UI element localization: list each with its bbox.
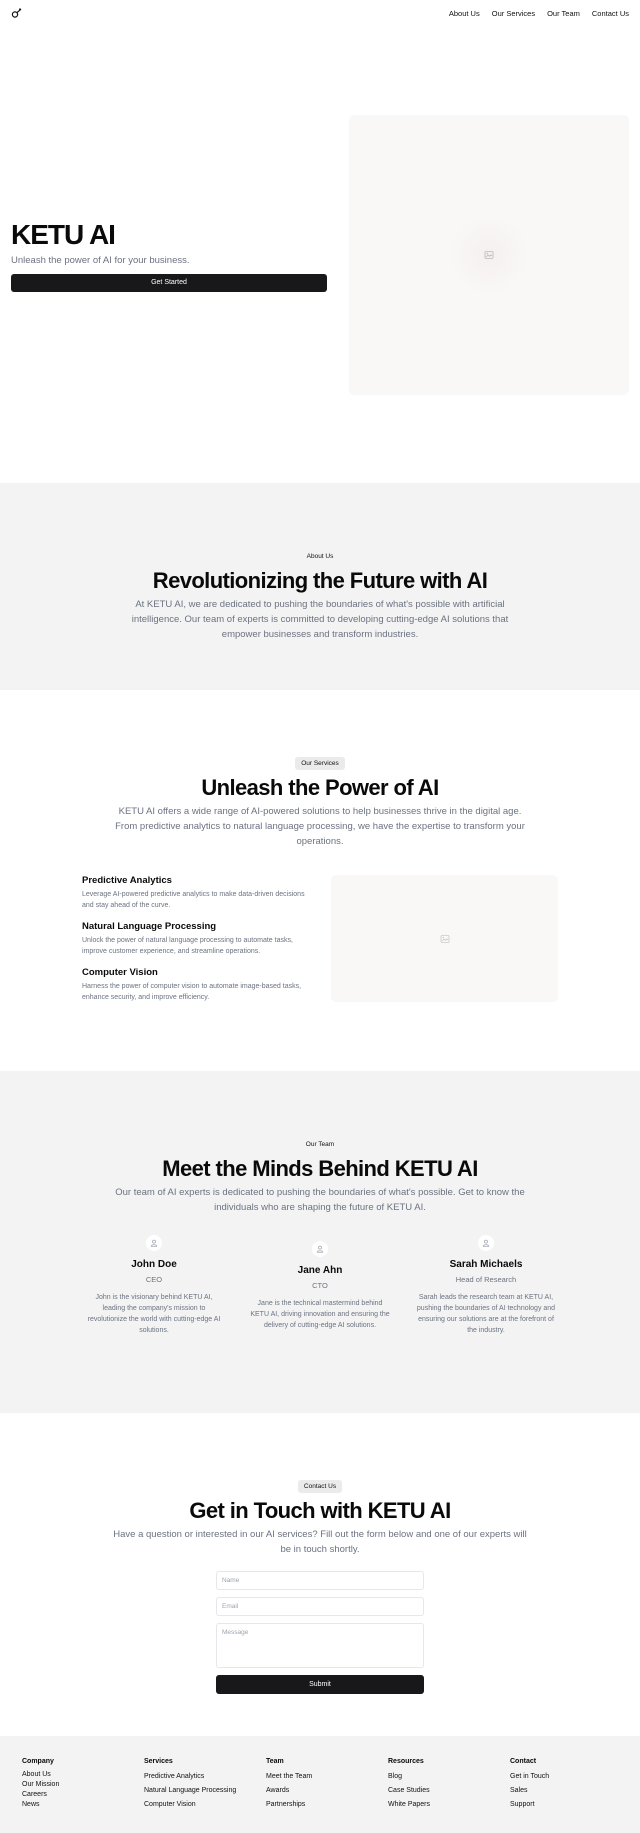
contact-form xyxy=(216,1571,424,1694)
footer-column-services xyxy=(144,1758,236,1812)
service-title: Natural Language Processing xyxy=(82,921,217,933)
footer-link[interactable]: Meet the Team xyxy=(266,1773,313,1780)
nav-link-team[interactable]: Our Team xyxy=(547,8,580,18)
footer-link[interactable]: About Us xyxy=(22,1771,51,1778)
service-desc: Unlock the power of natural language processing to automate tasks, improve customer experience, and streamline operations. xyxy=(82,937,293,956)
contact-title: Get in Touch with KETU AI xyxy=(189,1498,451,1523)
submit-button[interactable]: Submit xyxy=(216,1675,424,1694)
team-body: Our team of AI experts is dedicated to pushing the boundaries of what's possible. Get to know the individuals who are shaping the future of KETU AI. xyxy=(115,1187,525,1214)
team-grid xyxy=(0,1235,640,1355)
footer-link[interactable]: Awards xyxy=(266,1787,290,1794)
hero-subtitle: Unleash the power of AI for your business. xyxy=(11,254,190,266)
member-bio: Sarah leads the research team at KETU AI, pushing the boundaries of AI technology and ensuring our solutions are at the forefront of the industry. xyxy=(416,1294,556,1335)
services-eyebrow: Our Services xyxy=(295,757,345,770)
hero-section xyxy=(0,26,640,483)
hero-content xyxy=(11,220,327,292)
about-eyebrow: About Us xyxy=(306,553,334,560)
footer-column-title: Team xyxy=(266,1758,284,1765)
footer-column-team xyxy=(266,1758,312,1812)
member-bio: John is the visionary behind KETU AI, leading the company's mission to revolutionize the world with cutting-edge AI solutions. xyxy=(87,1294,221,1335)
user-avatar-icon xyxy=(312,1241,328,1257)
member-role: CEO xyxy=(145,1275,163,1285)
team-member-card xyxy=(416,1235,556,1336)
footer-link[interactable]: News xyxy=(22,1801,40,1808)
footer-link[interactable]: Blog xyxy=(388,1773,403,1780)
footer-link[interactable]: Computer Vision xyxy=(144,1801,196,1808)
member-name: Jane Ahn xyxy=(297,1265,343,1277)
footer-column-title: Resources xyxy=(388,1758,424,1765)
footer-link[interactable]: Partnerships xyxy=(266,1801,306,1808)
service-title: Computer Vision xyxy=(82,967,158,979)
site-footer xyxy=(0,1736,640,1833)
footer-column-title: Company xyxy=(22,1758,54,1765)
nav-link-contact[interactable]: Contact Us xyxy=(591,8,629,18)
footer-link[interactable]: Careers xyxy=(22,1791,47,1798)
image-placeholder-icon xyxy=(440,934,450,944)
team-title: Meet the Minds Behind KETU AI xyxy=(162,1156,478,1181)
hero-image-glow xyxy=(449,215,529,295)
footer-link[interactable]: Natural Language Processing xyxy=(144,1787,237,1794)
services-list xyxy=(82,875,312,1013)
footer-column-company xyxy=(22,1758,59,1810)
footer-link[interactable]: Our Mission xyxy=(22,1781,60,1788)
team-section xyxy=(0,1071,640,1413)
user-avatar-icon xyxy=(146,1235,162,1251)
nav-link-about[interactable]: About Us xyxy=(448,8,480,18)
image-placeholder-icon xyxy=(484,250,494,260)
footer-column-resources xyxy=(388,1758,430,1812)
footer-link[interactable]: Support xyxy=(510,1801,535,1808)
footer-link[interactable]: Case Studies xyxy=(388,1787,430,1794)
footer-link[interactable]: Sales xyxy=(510,1787,528,1794)
main-nav xyxy=(449,9,629,18)
footer-link[interactable]: Predictive Analytics xyxy=(144,1773,205,1780)
service-item xyxy=(82,875,312,911)
ketu-logo-icon[interactable] xyxy=(11,6,25,20)
footer-link[interactable]: Get in Touch xyxy=(510,1773,550,1780)
message-field[interactable] xyxy=(216,1623,424,1668)
member-role: Head of Research xyxy=(455,1275,517,1285)
nav-link-services[interactable]: Our Services xyxy=(491,8,536,18)
services-body: KETU AI offers a wide range of AI-powered solutions to help businesses thrive in the digital age. From predictive analytics to natural language processing, we have the expertise to transform your operations. xyxy=(115,806,525,848)
service-item xyxy=(82,921,312,957)
about-section xyxy=(0,483,640,690)
contact-eyebrow: Contact Us xyxy=(298,1480,342,1493)
member-role: CTO xyxy=(312,1281,328,1291)
about-title: Revolutionizing the Future with AI xyxy=(152,568,488,593)
service-desc: Harness the power of computer vision to automate image-based tasks, enhance security, and improve efficiency. xyxy=(82,983,302,1002)
services-image xyxy=(331,875,558,1002)
team-eyebrow: Our Team xyxy=(305,1141,335,1148)
contact-section xyxy=(0,1413,640,1736)
service-title: Predictive Analytics xyxy=(82,875,172,887)
email-field[interactable] xyxy=(216,1597,424,1616)
service-item xyxy=(82,967,312,1003)
services-title: Unleash the Power of AI xyxy=(201,775,439,800)
hero-title: KETU AI xyxy=(11,219,115,250)
name-field[interactable] xyxy=(216,1571,424,1590)
team-member-card xyxy=(84,1235,224,1336)
team-member-card xyxy=(250,1241,390,1331)
user-avatar-icon xyxy=(478,1235,494,1251)
services-grid xyxy=(0,875,640,1005)
footer-column-contact xyxy=(510,1758,549,1812)
about-body: At KETU AI, we are dedicated to pushing the boundaries of what's possible with artificial intelligence. Our team of experts is committed to developing cutting-edge AI solutions that empower businesses and transform industries. xyxy=(131,599,509,641)
footer-column-title: Contact xyxy=(510,1758,537,1765)
services-section xyxy=(0,690,640,1071)
footer-column-title: Services xyxy=(144,1758,173,1765)
site-header xyxy=(0,0,640,26)
member-name: John Doe xyxy=(131,1259,177,1271)
hero-image xyxy=(349,115,629,395)
contact-body: Have a question or interested in our AI services? Fill out the form below and one of our experts will be in touch shortly. xyxy=(113,1529,527,1556)
service-desc: Leverage AI-powered predictive analytics to make data-driven decisions and stay ahead of the curve. xyxy=(82,891,305,910)
member-name: Sarah Michaels xyxy=(449,1259,523,1271)
member-bio: Jane is the technical mastermind behind KETU AI, driving innovation and ensuring the delivery of cutting-edge AI solutions. xyxy=(250,1300,390,1330)
get-started-button[interactable]: Get Started xyxy=(11,274,327,292)
footer-link[interactable]: White Papers xyxy=(388,1801,431,1808)
